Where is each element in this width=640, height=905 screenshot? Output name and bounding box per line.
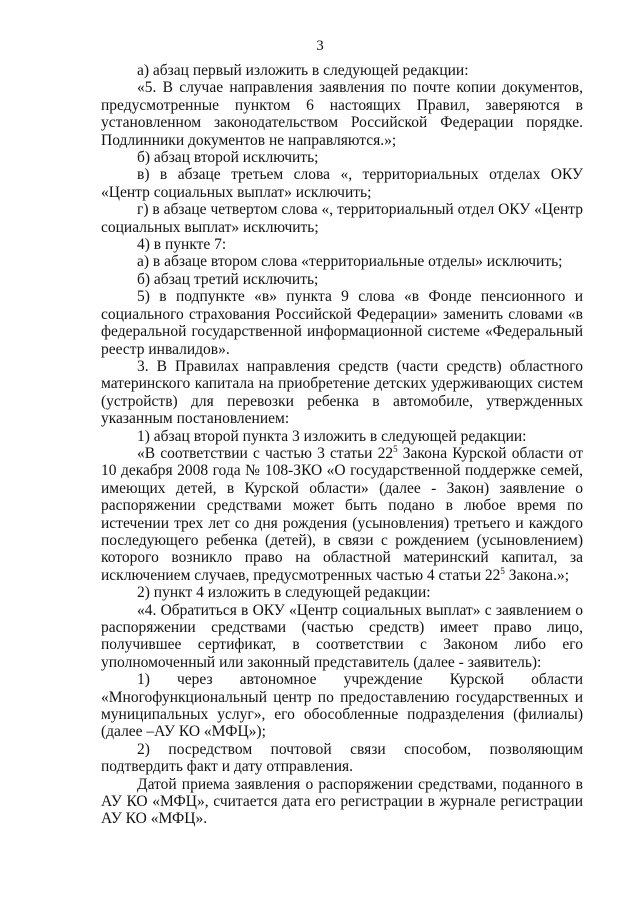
page-number: 3 [316, 38, 324, 54]
paragraph: 1) абзац второй пункта 3 изложить в следующей редакции: [137, 427, 527, 445]
article-superscript: 5 [500, 565, 505, 576]
document-body [101, 62, 583, 828]
paragraph: а) в абзаце втором слова «территориальные отделы» исключить; [137, 253, 563, 271]
paragraph: 2) пункт 4 изложить в следующей редакции: [137, 584, 431, 602]
paragraph: 1) через автономное учреждение Курской области «Многофункциональный центр по предоставлению государственных и муниципальных услуг», его обособленные подразделения (филиалы) (далее –АУ КО «МФЦ»); [101, 671, 583, 741]
article-superscript: 5 [393, 443, 398, 454]
paragraph: г) в абзаце четвертом слова «, территориальный отдел ОКУ «Центр социальных выплат» исключить; [101, 201, 583, 236]
paragraph-part: «В соответствии с частью 3 статьи 22 [137, 444, 394, 462]
paragraph: в) в абзаце третьем слова «, территориальных отделах ОКУ «Центр социальных выплат» исключить; [101, 166, 583, 201]
paragraph: Датой приема заявления о распоряжении средствами, поданного в АУ КО «МФЦ», считается дата его регистрации в журнале регистрации АУ КО «МФЦ». [101, 775, 583, 828]
paragraph: 4) в пункте 7: [137, 236, 227, 254]
paragraph-part: Закона.»; [504, 566, 569, 584]
paragraph: 3. В Правилах направления средств (части средств) областного материнского капитала на приобретение детских удерживающих систем (устройств) для перевозки ребенка в автомобиле, утвержденных указанным постановлением: [101, 357, 583, 428]
paragraph: «5. В случае направления заявления по почте копии документов, предусмотренные пунктом 6 настоящих Правил, заверяются в установленном законодательством Российской Федерации порядке. Подлинники документов не направляются.»; [101, 79, 583, 149]
paragraph: 2) посредством почтовой связи способом, позволяющим подтвердить факт и дату отправления. [101, 740, 583, 776]
paragraph: б) абзац третий исключить; [137, 270, 319, 288]
paragraph-part: Закона Курской области от 10 декабря 2008 года № 108-ЗКО «О государственной поддержке семей, имеющих детей, в Курской области» (далее - Закон) заявление о распоряжении средствами может быть подано в любое время по истечении трех лет со дня рождения (усыновления) третьего и каждого последующего ребенка (детей), в связи с рождением (усыновлением) которого возникло право на областной материнский капитал, за исключением случаев, предусмотренных частью 4 статьи 22 [101, 444, 583, 584]
paragraph: «4. Обратиться в ОКУ «Центр социальных выплат» с заявлением о распоряжении средствами (частью средств) имеет право лицо, получившее сертификат, в соответствии с Законом либо его уполномоченный или законный представитель (далее - заявитель): [101, 601, 583, 671]
paragraph: б) абзац второй исключить; [137, 149, 319, 167]
paragraph-with-footnote-article [101, 445, 583, 584]
paragraph: а) абзац первый изложить в следующей редакции: [137, 62, 469, 79]
paragraph: 5) в подпункте «в» пункта 9 слова «в Фонде пенсионного и социального страхования Российской Федерации» заменить словами «в федеральной государственной информационной системе «Федеральный реестр инвалидов». [101, 288, 583, 358]
